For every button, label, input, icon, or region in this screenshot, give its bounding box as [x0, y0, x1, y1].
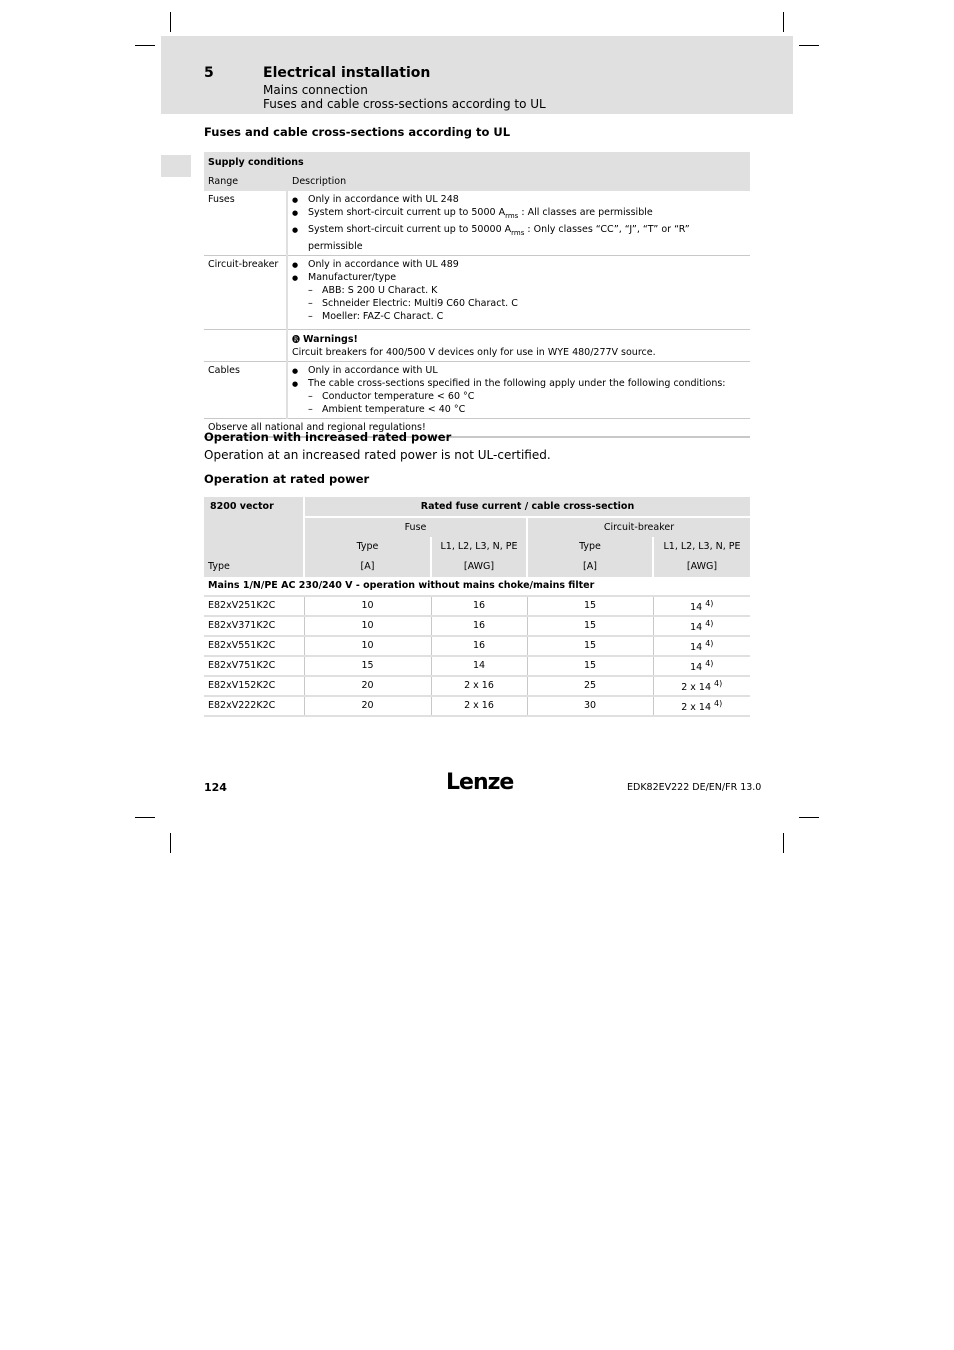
fuse-current: 15 — [304, 656, 431, 676]
unit-a: [A] — [304, 557, 431, 577]
cb-current: 25 — [527, 676, 653, 696]
warning-text: Circuit breakers for 400/500 V devices only for use in WYE 480/277V source. — [292, 346, 656, 358]
rated-heading: Operation at rated power — [204, 472, 370, 486]
table-row — [204, 676, 750, 696]
device-type: E82xV222K2C — [204, 696, 304, 716]
section-title: Fuses and cable cross-sections according to UL — [204, 125, 511, 139]
side-tab — [161, 155, 191, 177]
fuse-awg: 14 — [431, 656, 527, 676]
cb-current: 30 — [527, 696, 653, 716]
rated-power-table — [204, 497, 750, 717]
crop-mark — [170, 12, 171, 32]
supply-conditions-table — [204, 152, 750, 438]
cb-awg: 2 x 14 $^{4)}$ — [653, 696, 750, 716]
crop-mark — [783, 833, 784, 853]
group-row: Mains 1/N/PE AC 230/240 V - operation without mains choke/mains filter — [204, 577, 750, 596]
list-item: ● System short-circuit current up to 50000 $A_{rms}$ : Only classes “CC”, “J”, “T” or “R” permissible — [308, 223, 746, 253]
footnote-ref: 4) — [705, 598, 714, 608]
col-range: Range — [204, 172, 287, 191]
device-type: E82xV152K2C — [204, 676, 304, 696]
device-type: E82xV371K2C — [204, 616, 304, 636]
range-cables: Cables — [204, 361, 287, 418]
cb-awg: 14 $^{4)}$ — [653, 596, 750, 616]
list-item: ● Manufacturer/type – ABB: S 200 U Charact. K – Schneider Electric: Multi9 C60 Charact. C – Moeller: FAZ-C Charact. C — [308, 271, 746, 323]
range-fuses: Fuses — [204, 191, 287, 255]
warning-heading: 🅡 Warnings! — [292, 333, 358, 345]
range-breaker: Circuit-breaker — [204, 255, 287, 329]
table-row — [204, 361, 750, 418]
table-row — [204, 636, 750, 656]
cb-current: 15 — [527, 656, 653, 676]
fuse-awg: 2 x 16 — [431, 696, 527, 716]
table-footnote: Observe all national and regional regulations! — [204, 418, 750, 437]
unit-awg: [AWG] — [653, 557, 750, 577]
col-device: 8200 vector — [204, 497, 304, 517]
fuse-awg: 2 x 16 — [431, 676, 527, 696]
chapter-number: 5 — [204, 65, 214, 81]
col-group: Rated fuse current / cable cross-section — [304, 497, 750, 517]
table-row — [204, 596, 750, 616]
crop-mark — [799, 45, 819, 46]
table-row — [204, 696, 750, 716]
footnote-ref: 4) — [714, 678, 723, 688]
fuse-current: 20 — [304, 676, 431, 696]
increased-heading: Operation with increased rated power — [204, 430, 452, 444]
table-row — [204, 616, 750, 636]
cb-current: 15 — [527, 596, 653, 616]
crop-mark — [170, 833, 171, 853]
device-type: E82xV551K2C — [204, 636, 304, 656]
fuse-awg: 16 — [431, 596, 527, 616]
footnote-ref: 4) — [705, 658, 714, 668]
page-number: 124 — [204, 781, 227, 794]
cb-awg: 14 $^{4)}$ — [653, 656, 750, 676]
unit-a: [A] — [527, 557, 653, 577]
col-cb-conductors: L1, L2, L3, N, PE — [653, 537, 750, 557]
footnote-ref: 4) — [705, 638, 714, 648]
footnote-ref: 4) — [705, 618, 714, 628]
chapter-title: Electrical installation — [263, 65, 431, 81]
col-description: Description — [287, 172, 750, 191]
fuse-awg: 16 — [431, 616, 527, 636]
crop-mark — [135, 45, 155, 46]
fuse-current: 10 — [304, 596, 431, 616]
list-subitem: – ABB: S 200 U Charact. K — [322, 284, 746, 297]
device-type: E82xV751K2C — [204, 656, 304, 676]
fuse-current: 10 — [304, 616, 431, 636]
list-subitem: – Schneider Electric: Multi9 C60 Charact. C — [322, 297, 746, 310]
col-fuse-type: Type — [304, 537, 431, 557]
table-title: Supply conditions — [204, 152, 750, 172]
subtitle-1: Mains connection — [263, 83, 368, 97]
lenze-logo: Lenze — [446, 770, 514, 795]
list-item: ● Only in accordance with UL 248 — [308, 193, 746, 206]
col-fuse: Fuse — [304, 517, 527, 537]
crop-mark — [135, 817, 155, 818]
list-item: ● Only in accordance with UL — [308, 364, 746, 377]
list-subitem: – Moeller: FAZ-C Charact. C — [322, 310, 746, 323]
subtitle-2: Fuses and cable cross-sections according to UL — [263, 97, 546, 111]
fuse-current: 20 — [304, 696, 431, 716]
list-item: ● The cable cross-sections specified in the following apply under the following conditions: – Conductor temperature < 60 °C – Ambient temperature < 40 °C — [308, 377, 746, 416]
ul-mark-icon: 🅡 — [292, 334, 300, 344]
crop-mark — [783, 12, 784, 32]
cb-current: 15 — [527, 616, 653, 636]
col-type: Type — [204, 557, 304, 577]
increased-text: Operation at an increased rated power is not UL-certified. — [204, 448, 551, 462]
cb-current: 15 — [527, 636, 653, 656]
list-subitem: – Conductor temperature < 60 °C — [322, 390, 746, 403]
doc-id: EDK82EV222 DE/EN/FR 13.0 — [627, 782, 762, 793]
list-subitem: – Ambient temperature < 40 °C — [322, 403, 746, 416]
col-breaker: Circuit-breaker — [527, 517, 750, 537]
table-row — [204, 329, 750, 361]
cb-awg: 14 $^{4)}$ — [653, 636, 750, 656]
list-item: ● Only in accordance with UL 489 — [308, 258, 746, 271]
unit-awg: [AWG] — [431, 557, 527, 577]
cb-awg: 2 x 14 $^{4)}$ — [653, 676, 750, 696]
crop-mark — [799, 817, 819, 818]
device-type: E82xV251K2C — [204, 596, 304, 616]
col-fuse-conductors: L1, L2, L3, N, PE — [431, 537, 527, 557]
footnote-ref: 4) — [714, 698, 723, 708]
cb-awg: 14 $^{4)}$ — [653, 616, 750, 636]
list-item: ● System short-circuit current up to 5000 $A_{rms}$ : All classes are permissible — [308, 206, 746, 223]
fuse-current: 10 — [304, 636, 431, 656]
table-row — [204, 255, 750, 329]
table-row — [204, 191, 750, 255]
table-row — [204, 656, 750, 676]
fuse-awg: 16 — [431, 636, 527, 656]
col-cb-type: Type — [527, 537, 653, 557]
